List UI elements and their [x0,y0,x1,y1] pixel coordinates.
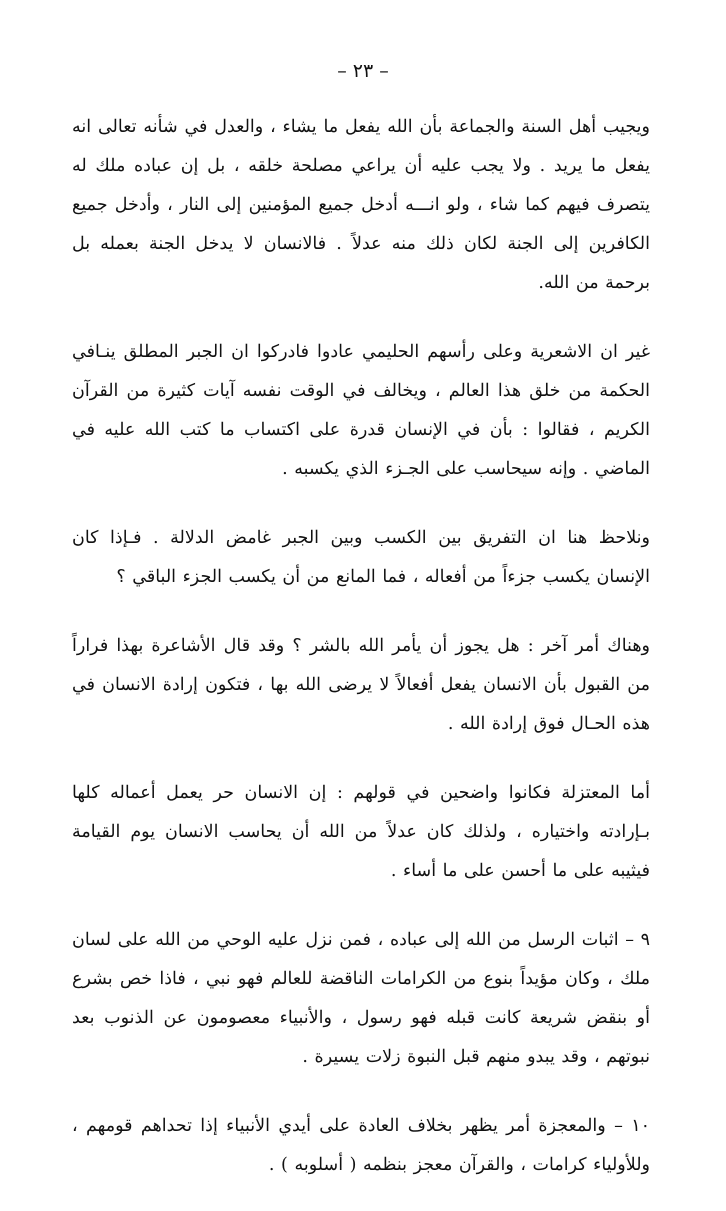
paragraph-mujiza: ١٠ – والمعجزة أمر يظهر بخلاف العادة على أيدي الأنبياء إذا تحداهم قومهم ، وللأولياء كرامات ، والقرآن معجز بنظمه ( أسلوبه ) . [72,1116,650,1175]
paragraph-ithbat-al-rusul: ٩ – اثبات الرسل من الله إلى عباده ، فمن نزل عليه الوحي من الله على لسان ملك ، وكان مؤيداً بنوع من الكرامات الناقضة للعالم فهو نبي ، فاذا خص بشرع أو بنقض شريعة كانت قبله فهو رسول ، والأنبياء معصومون عن الذنوب بعد نبوتهم ، وقد يبدو منهم قبل النبوة زلات يسيرة . [72,930,650,1067]
page-body [72,108,650,1211]
paragraph-kasb-jabr: ونلاحظ هنا ان التفريق بين الكسب وبين الجبر غامض الدلالة . فـإذا كان الإنسان يكسب جزءاً من أفعاله ، فما المانع من أن يكسب الجزء الباقي ؟ [72,528,650,587]
page-number: – ٢٣ – [337,60,389,82]
paragraph-amr-bil-sharr: وهناك أمر آخر : هل يجوز أن يأمر الله بالشر ؟ وقد قال الأشاعرة بهذا فراراً من القبول بأن الانسان يفعل أفعالاً لا يرضى الله بها ، فتكون إرادة الانسان في هذه الحـال فوق إرادة الله . [72,636,650,734]
paragraph-ashariyya: غير ان الاشعرية وعلى رأسهم الحليمي عادوا فادركوا ان الجبر المطلق ينـافي الحكمة من خلق هذا العالم ، ويخالف في الوقت نفسه آيات كثيرة من القرآن الكريم ، فقالوا : بأن في الإنسان قدرة على اكتساب ما كتب الله عليه في الماضي . وإنه سيحاسب على الجـزء الذي يكسبه . [72,342,650,479]
paragraph-ahl-al-sunna: ويجيب أهل السنة والجماعة بأن الله يفعل ما يشاء ، والعدل في شأنه تعالى انه يفعل ما يريد . ولا يجب عليه أن يراعي مصلحة خلقه ، بل إن عباده ملك له يتصرف فيهم كما شاء ، ولو انـــه أدخل جميع المؤمنين إلى النار ، وأدخل جميع الكافرين إلى الجنة لكان ذلك منه عدلاً . فالانسان لا يدخل الجنة بعمله بل برحمة من الله. [72,117,650,293]
paragraph-mutazila: أما المعتزلة فكانوا واضحين في قولهم : إن الانسان حر يعمل أعماله كلها بـإرادته واختياره ، ولذلك كان عدلاً من الله أن يحاسب الانسان يوم القيامة فيثيبه على ما أحسن على ما أساء . [72,783,650,881]
